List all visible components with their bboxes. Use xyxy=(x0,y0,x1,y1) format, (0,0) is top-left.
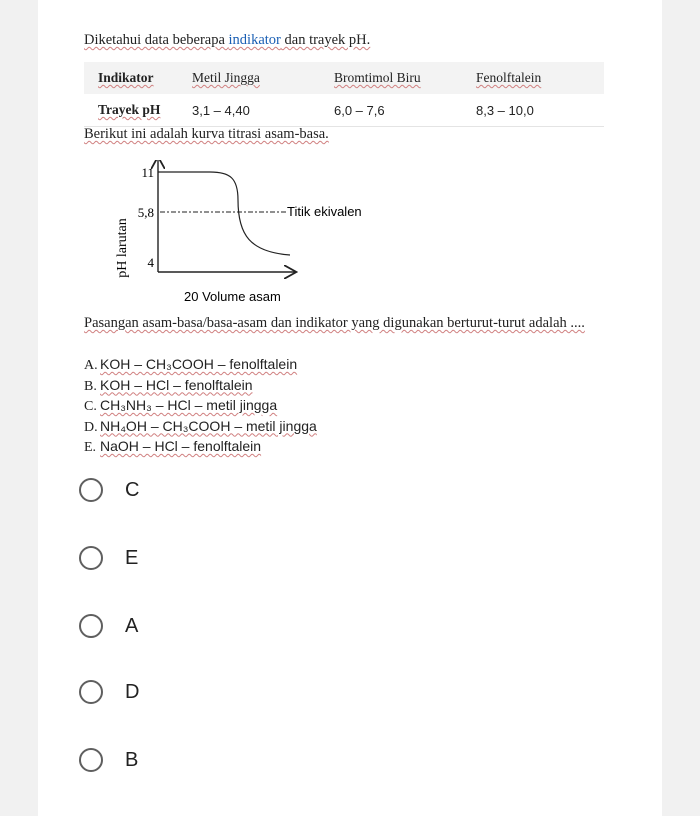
table-header-cell: Metil Jingga xyxy=(190,62,330,94)
answer-choice-d[interactable] xyxy=(79,677,139,707)
radio-button[interactable] xyxy=(79,680,103,704)
table-row-label: Trayek pH xyxy=(84,94,190,127)
table-cell: 8,3 – 10,0 xyxy=(476,94,604,127)
answer-choice-a[interactable] xyxy=(79,611,138,641)
x-axis-label: 20 Volume asam xyxy=(184,289,281,304)
titration-curve-graph xyxy=(100,160,420,310)
indicator-table xyxy=(84,62,604,127)
radio-button[interactable] xyxy=(79,748,103,772)
list-item: E. NaOH – HCl – fenolftalein xyxy=(84,438,262,455)
answer-choice-e[interactable] xyxy=(79,543,138,573)
radio-button[interactable] xyxy=(79,614,103,638)
table-header-row xyxy=(84,62,604,94)
y-tick-label: 11 xyxy=(141,165,154,180)
choice-label: E xyxy=(125,546,139,569)
y-tick-label: 5,8 xyxy=(137,205,154,220)
choice-label: B xyxy=(125,748,139,771)
table-cell: 6,0 – 7,6 xyxy=(330,94,476,127)
answer-choice-b[interactable] xyxy=(79,745,138,775)
y-axis-label: pH larutan xyxy=(115,218,130,278)
equivalence-label: Titik ekivalen xyxy=(287,204,362,219)
table-header-cell: Fenolftalein xyxy=(476,62,604,94)
choice-label: C xyxy=(125,478,140,501)
question-prompt: Pasangan asam-basa/basa-asam dan indikator yang digunakan berturut-turut adalah .... xyxy=(84,315,585,331)
list-item: A. KOH – CH₃COOH – fenolftalein xyxy=(84,356,298,373)
list-item: B. KOH – HCl – fenolftalein xyxy=(84,376,253,394)
indikator-link[interactable]: indikator xyxy=(228,32,281,48)
answer-choice-c[interactable] xyxy=(79,475,139,505)
list-item: C. CH₃NH₃ – HCl – metil jingga xyxy=(84,397,278,414)
titration-curve xyxy=(158,172,290,255)
list-item: D. NH₄OH – CH₃COOH – metil jingga xyxy=(84,417,317,435)
table-header-cell: Indikator xyxy=(84,62,190,94)
table-header-cell: Bromtimol Biru xyxy=(330,62,476,94)
choice-label: A xyxy=(125,614,139,637)
choice-label: D xyxy=(125,680,140,703)
radio-button[interactable] xyxy=(79,478,103,502)
y-tick-label: 4 xyxy=(147,255,154,270)
table-cell: 3,1 – 4,40 xyxy=(190,94,330,127)
radio-button[interactable] xyxy=(79,546,103,570)
graph-intro: Berikut ini adalah kurva titrasi asam-basa. xyxy=(84,126,329,142)
question-intro: Diketahui data beberapa indikator dan trayek pH. xyxy=(84,32,371,48)
option-list xyxy=(84,355,317,458)
table-row xyxy=(84,94,604,127)
